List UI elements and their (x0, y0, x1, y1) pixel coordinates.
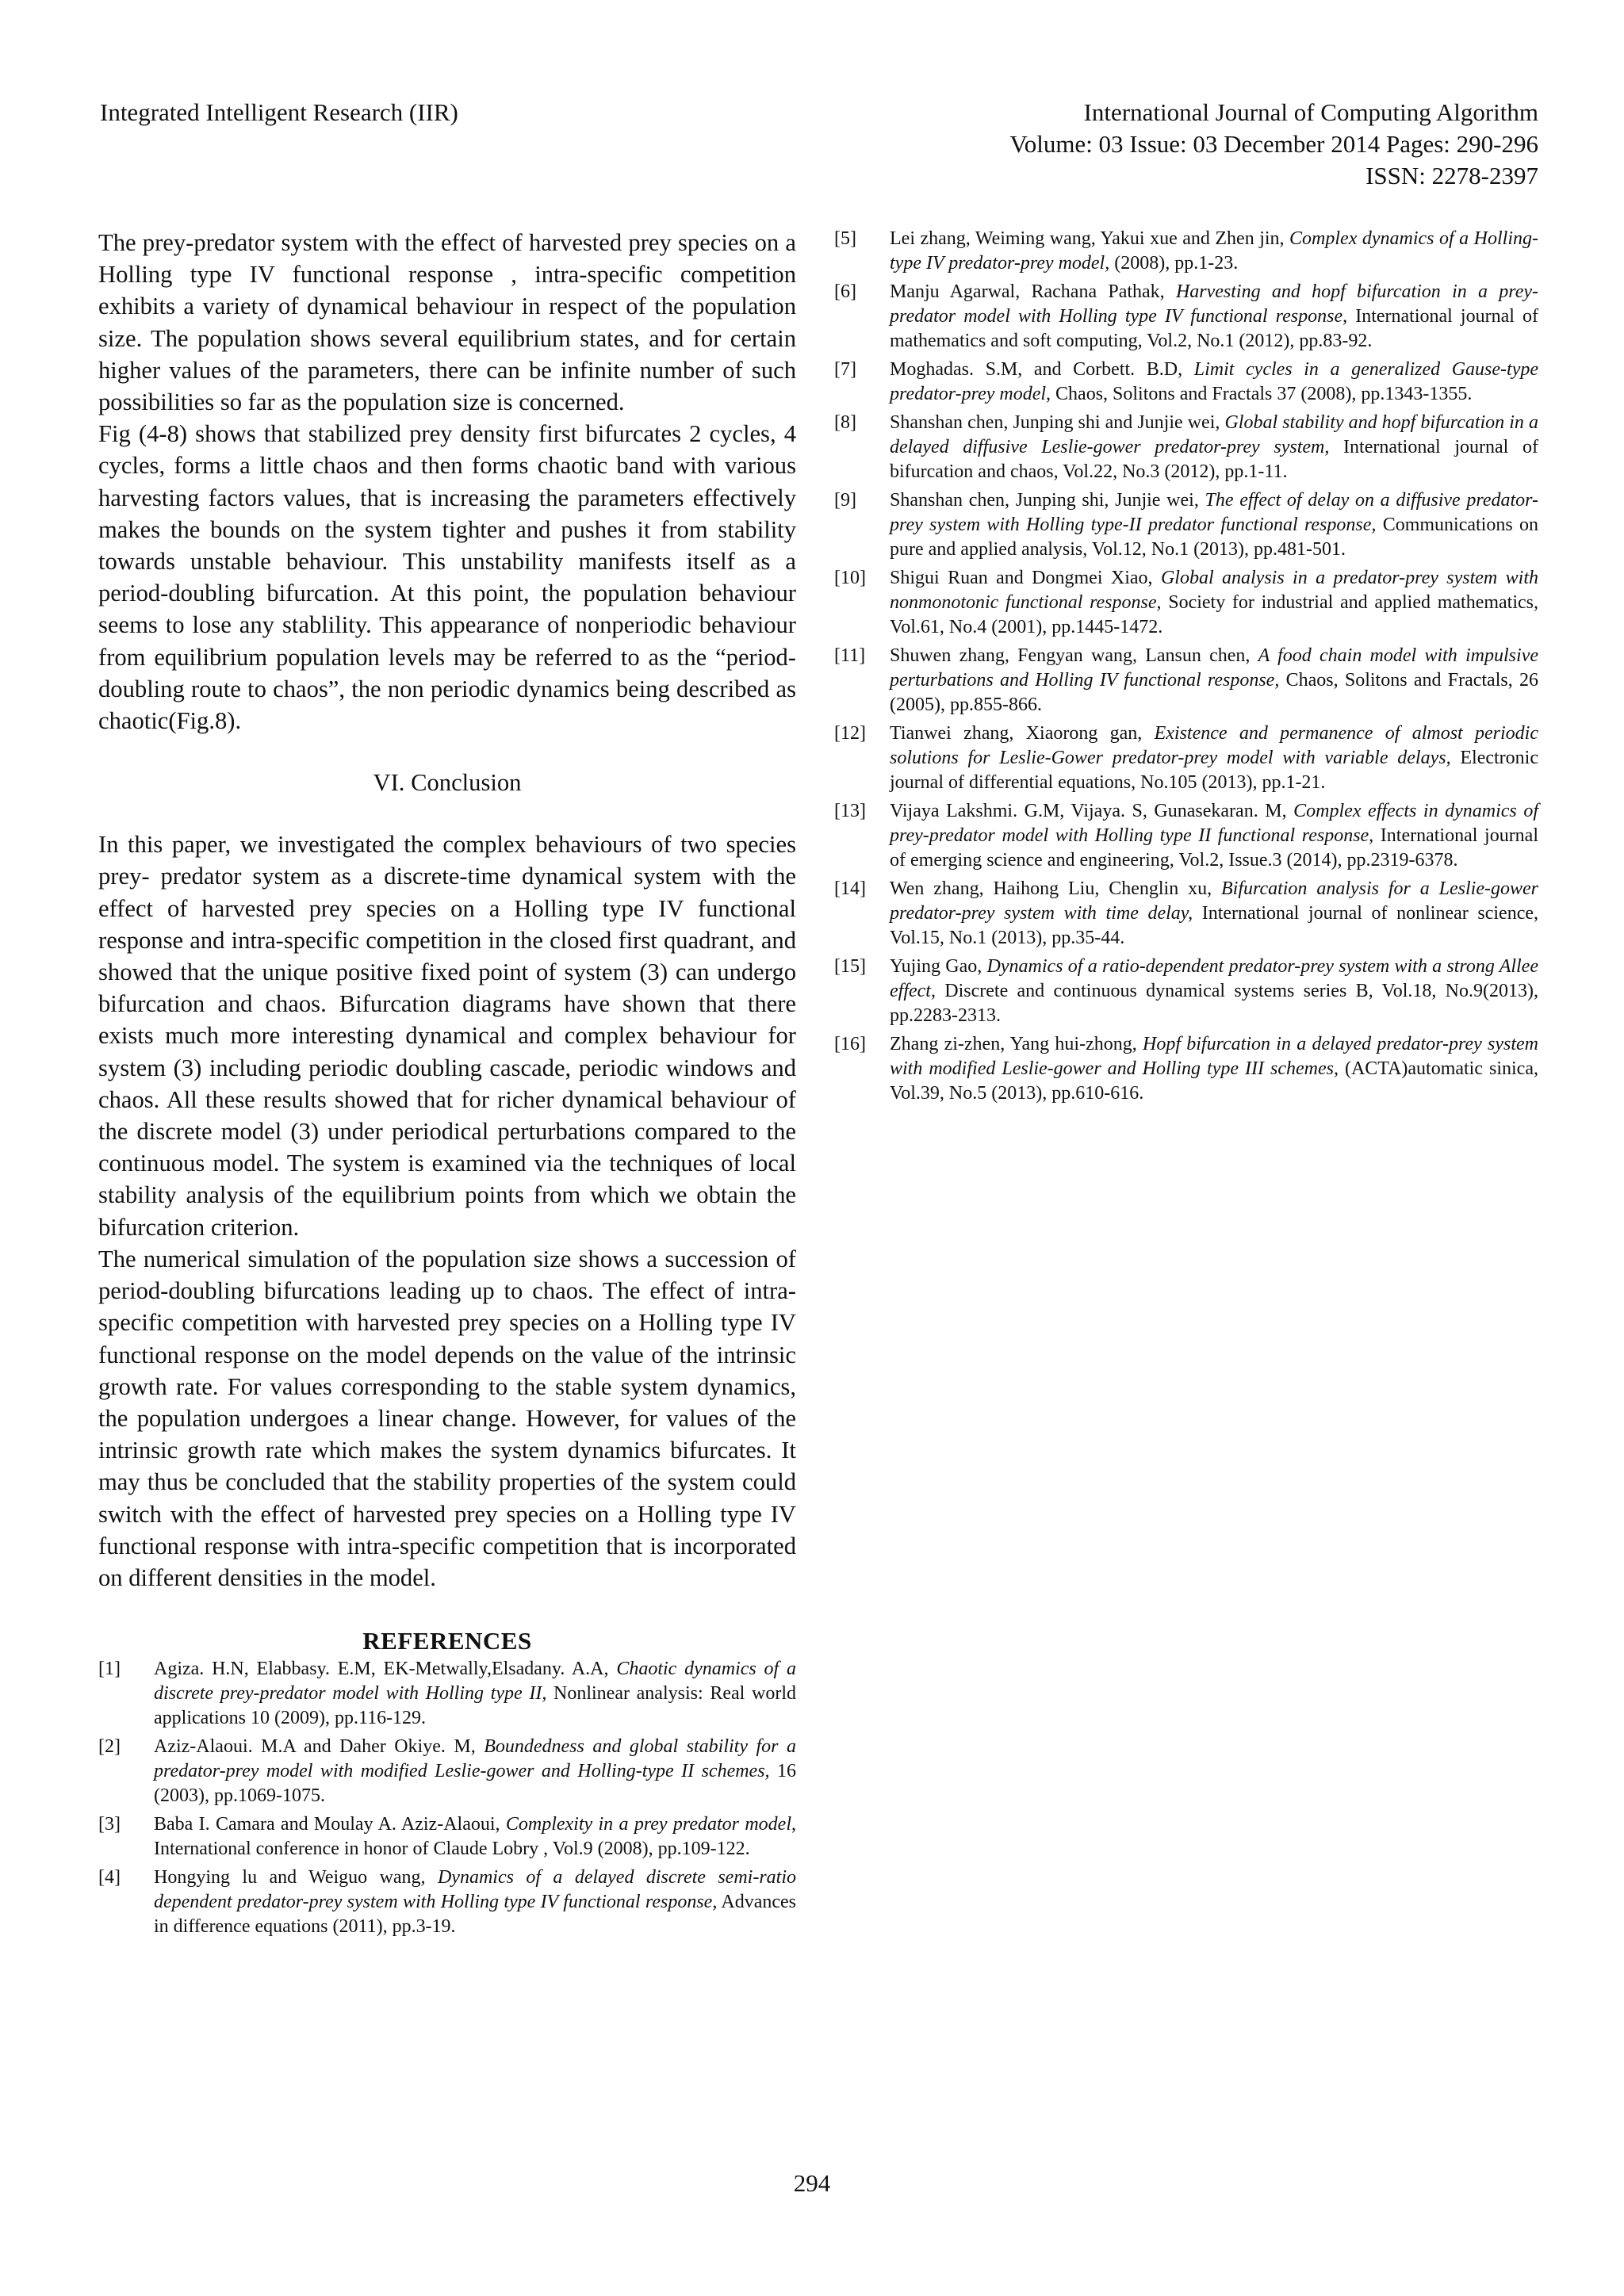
reference-item (834, 488, 1538, 562)
reference-title: Complex dynamics of a Holling-type IV predator-prey model, (890, 228, 1538, 274)
reference-text (890, 1032, 1538, 1106)
reference-source: Chaos, Solitons and Fractals, 26 (2005), pp.855-866. (890, 670, 1538, 715)
reference-list-left (98, 1657, 796, 1939)
reference-text (154, 1657, 796, 1731)
reference-item (834, 411, 1538, 484)
reference-title: Existence and permanence of almost periodic solutions for Leslie-Gower predator-prey model with variable delays, (890, 723, 1539, 768)
reference-title: The effect of delay on a diffusive predator-prey system with Holling type-II predator functional response, (890, 490, 1539, 535)
reference-item (834, 358, 1538, 407)
running-header-right (825, 97, 1538, 192)
reference-text (890, 644, 1538, 718)
reference-item (834, 227, 1538, 276)
reference-authors: Hongying lu and Weiguo wang, (154, 1867, 438, 1888)
reference-number: [5] (834, 228, 856, 249)
body-paragraph: The numerical simulation of the population size shows a succession of period-doubling bifurcations leading up to chaos. The effect of intra-specific competition with harvested prey species on a Holling type IV functional response on the model depends on the value of the intrinsic growth rate. For values corresponding to the stable system dynamics, the population undergoes a linear change. However, for values of the intrinsic growth rate which makes the system dynamics bifurcates. It may thus be concluded that the stability properties of the system could switch with the effect of harvested prey species on a Holling type IV functional response with intra-specific competition that is incorporated on different densities in the model. (98, 1245, 796, 1591)
reference-text (890, 227, 1538, 276)
reference-authors: Vijaya Lakshmi. G.M, Vijaya. S, Gunasekaran. M, (890, 801, 1294, 821)
reference-title: Boundedness and global stability for a predator-prey model with modified Leslie-gower and Holling-type II schemes, (154, 1736, 796, 1782)
reference-authors: Wen zhang, Haihong Liu, Chenglin xu, (890, 878, 1221, 899)
reference-item (834, 955, 1538, 1028)
reference-item (834, 799, 1538, 873)
reference-number: [12] (834, 723, 866, 744)
reference-source: 16 (2003), pp.1069-1075. (154, 1761, 796, 1807)
reference-title: Bifurcation analysis for a Leslie-gower predator-prey system with time delay, (890, 878, 1538, 924)
right-column (834, 227, 1538, 1110)
reference-text (154, 1866, 796, 1939)
reference-title: Hopf bifurcation in a delayed predator-prey system with modified Leslie-gower and Holling type III schemes, (890, 1034, 1538, 1079)
reference-number: [11] (834, 645, 866, 666)
reference-title: Global analysis in a predator-prey system with nonmonotonic functional response, (890, 568, 1538, 613)
reference-number: [8] (834, 412, 856, 433)
running-header-left: Integrated Intelligent Research (IIR) (100, 98, 458, 126)
reference-source: Communications on pure and applied analysis, Vol.12, No.1 (2013), pp.481-501. (890, 515, 1538, 560)
reference-item (834, 644, 1538, 718)
reference-source: (ACTA)automatic sinica, Vol.39, No.5 (2013), pp.610-616. (890, 1058, 1538, 1104)
reference-number: [13] (834, 801, 866, 821)
reference-authors: Shanshan chen, Junping shi and Junjie wei, (890, 412, 1225, 433)
reference-text (890, 566, 1538, 640)
reference-item (834, 566, 1538, 640)
reference-number: [3] (98, 1814, 121, 1835)
reference-authors: Tianwei zhang, Xiaorong gan, (890, 723, 1155, 744)
reference-text (890, 721, 1538, 795)
reference-source: International journal of emerging science and engineering, Vol.2, Issue.3 (2014), pp.2319-6378. (890, 825, 1539, 871)
journal-name: International Journal of Computing Algorithm (1083, 98, 1538, 126)
reference-text (890, 799, 1538, 873)
reference-title: Dynamics of a ratio-dependent predator-prey system with a strong Allee effect, (890, 956, 1538, 1001)
reference-text (890, 488, 1538, 562)
reference-number: [16] (834, 1034, 866, 1054)
reference-title: Harvesting and hopf bifurcation in a prey-predator model with Holling type IV functional response (890, 281, 1538, 327)
reference-item (98, 1735, 796, 1808)
reference-title: Complexity in a prey predator model (505, 1814, 791, 1835)
reference-title: Limit cycles in a generalized Gause-type predator-prey model, (890, 359, 1539, 404)
body-paragraph: In this paper, we investigated the complex behaviours of two species prey- predator system as a discrete-time dynamical system with the effect of harvested prey species on a Holling type IV functional response and intra-specific competition in the closed first quadrant, and showed that the unique positive fixed point of system (3) can undergo bifurcation and chaos. Bifurcation diagrams have shown that there exists much more interesting dynamical and complex behaviour for system (3) including periodic doubling cascade, periodic windows and chaos. All these results showed that for richer dynamical behaviour of the discrete model (3) under periodical perturbations compared to the continuous model. The system is examined via the techniques of local stability analysis of the equilibrium points from which we obtain the bifurcation criterion. (98, 831, 796, 1241)
reference-text (890, 877, 1538, 951)
reference-item (98, 1812, 796, 1862)
journal-issn: ISSN: 2278-2397 (1365, 162, 1538, 189)
reference-authors: Yujing Gao, (890, 956, 987, 977)
reference-number: [1] (98, 1659, 121, 1680)
reference-authors: Shigui Ruan and Dongmei Xiao, (890, 568, 1161, 588)
reference-source: (2008), pp.1-23. (1109, 253, 1239, 274)
reference-number: [14] (834, 878, 866, 899)
reference-source: Discrete and continuous dynamical systems series B, Vol.18, No.9(2013), pp.2283-2313. (890, 981, 1538, 1026)
reference-text (890, 411, 1538, 484)
reference-number: [2] (98, 1736, 121, 1758)
reference-source: Society for industrial and applied mathematics, Vol.61, No.4 (2001), pp.1445-1472. (890, 592, 1539, 637)
reference-number: [4] (98, 1867, 121, 1888)
reference-item (98, 1657, 796, 1731)
reference-source: , International journal of mathematics and soft computing, Vol.2, No.1 (2012), pp.83-92. (890, 306, 1538, 351)
page-number: 294 (793, 2169, 831, 2197)
body-paragraph: Fig (4-8) shows that stabilized prey density first bifurcates 2 cycles, 4 cycles, forms a little chaos and then forms chaotic band with various harvesting factors values, that is increasing the parameters effectively makes the bounds on the system tighter and pushes it from stability towards unstable behaviour. This unstability manifests itself as a period-doubling bifurcation. At this point, the population behaviour seems to lose any stablility. This appearance of nonperiodic behaviour from equilibrium population levels may be referred to as the “period-doubling route to chaos”, the non periodic dynamics being described as chaotic(Fig.8). (98, 420, 796, 735)
reference-source: Chaos, Solitons and Fractals 37 (2008), pp.1343-1355. (1051, 384, 1473, 404)
reference-number: [15] (834, 956, 866, 977)
reference-text (154, 1812, 796, 1862)
reference-title: Chaotic dynamics of a discrete prey-predator model with Holling type II, (154, 1659, 797, 1705)
reference-title: Global stability and hopf bifurcation in a delayed diffusive Leslie-gower predator-prey system, (890, 412, 1538, 457)
reference-source: Advances in difference equations (2011), pp.3-19. (154, 1892, 796, 1938)
reference-title: Complex effects in dynamics of prey-predator model with Holling type II functional response, (890, 801, 1539, 846)
reference-source: International journal of bifurcation and chaos, Vol.22, No.3 (2012), pp.1-11. (890, 437, 1538, 482)
reference-item (834, 280, 1538, 354)
reference-title: Dynamics of a delayed discrete semi-ratio dependent predator-prey system with Holling type IV functional response, (154, 1867, 796, 1913)
reference-authors: Aziz-Alaoui. M.A and Daher Okiye. M, (154, 1736, 485, 1758)
reference-authors: Baba I. Camara and Moulay A. Aziz-Alaoui, (154, 1814, 506, 1835)
reference-item (834, 721, 1538, 795)
reference-authors: Moghadas. S.M, and Corbett. B.D, (890, 359, 1194, 380)
reference-number: [7] (834, 359, 856, 380)
left-column (98, 227, 796, 1943)
reference-authors: Zhang zi-zhen, Yang hui-zhong, (890, 1034, 1143, 1054)
reference-number: [10] (834, 568, 866, 588)
reference-item (834, 877, 1538, 951)
reference-item (834, 1032, 1538, 1106)
reference-number: [9] (834, 490, 856, 511)
reference-authors: Agiza. H.N, Elabbasy. E.M, EK-Metwally,Elsadany. A.A, (154, 1659, 617, 1680)
reference-list-right (834, 227, 1538, 1106)
reference-authors: Lei zhang, Weiming wang, Yakui xue and Zhen jin, (890, 228, 1290, 249)
reference-source: Electronic journal of differential equations, No.105 (2013), pp.1-21. (890, 748, 1538, 793)
reference-authors: Shuwen zhang, Fengyan wang, Lansun chen, (890, 645, 1258, 666)
reference-title: A food chain model with impulsive perturbations and Holling IV functional response, (890, 645, 1538, 691)
reference-text (890, 280, 1538, 354)
reference-source: Nonlinear analysis: Real world applications 10 (2009), pp.116-129. (154, 1683, 796, 1729)
body-paragraph: The prey-predator system with the effect of harvested prey species on a Holling type IV functional response , intra-specific competition exhibits a variety of dynamical behaviour in respect of the population size. The population shows several equilibrium states, and for certain higher values of the parameters, there can be infinite number of such possibilities so far as the population size is concerned. (98, 229, 796, 416)
reference-number: [6] (834, 281, 856, 302)
reference-authors: Manju Agarwal, Rachana Pathak, (890, 281, 1176, 302)
reference-text (890, 358, 1538, 407)
reference-source: International journal of nonlinear science, Vol.15, No.1 (2013), pp.35-44. (890, 903, 1538, 948)
journal-volume: Volume: 03 Issue: 03 December 2014 Pages: 290-296 (1009, 130, 1538, 158)
section-heading: VI. Conclusion (373, 769, 522, 797)
references-heading: REFERENCES (362, 1627, 532, 1655)
reference-text (890, 955, 1538, 1028)
reference-authors: Shanshan chen, Junping shi, Junjie wei, (890, 490, 1205, 511)
reference-text (154, 1735, 796, 1808)
reference-source: , International conference in honor of Claude Lobry , Vol.9 (2008), pp.109-122. (154, 1814, 796, 1860)
reference-item (98, 1866, 796, 1939)
